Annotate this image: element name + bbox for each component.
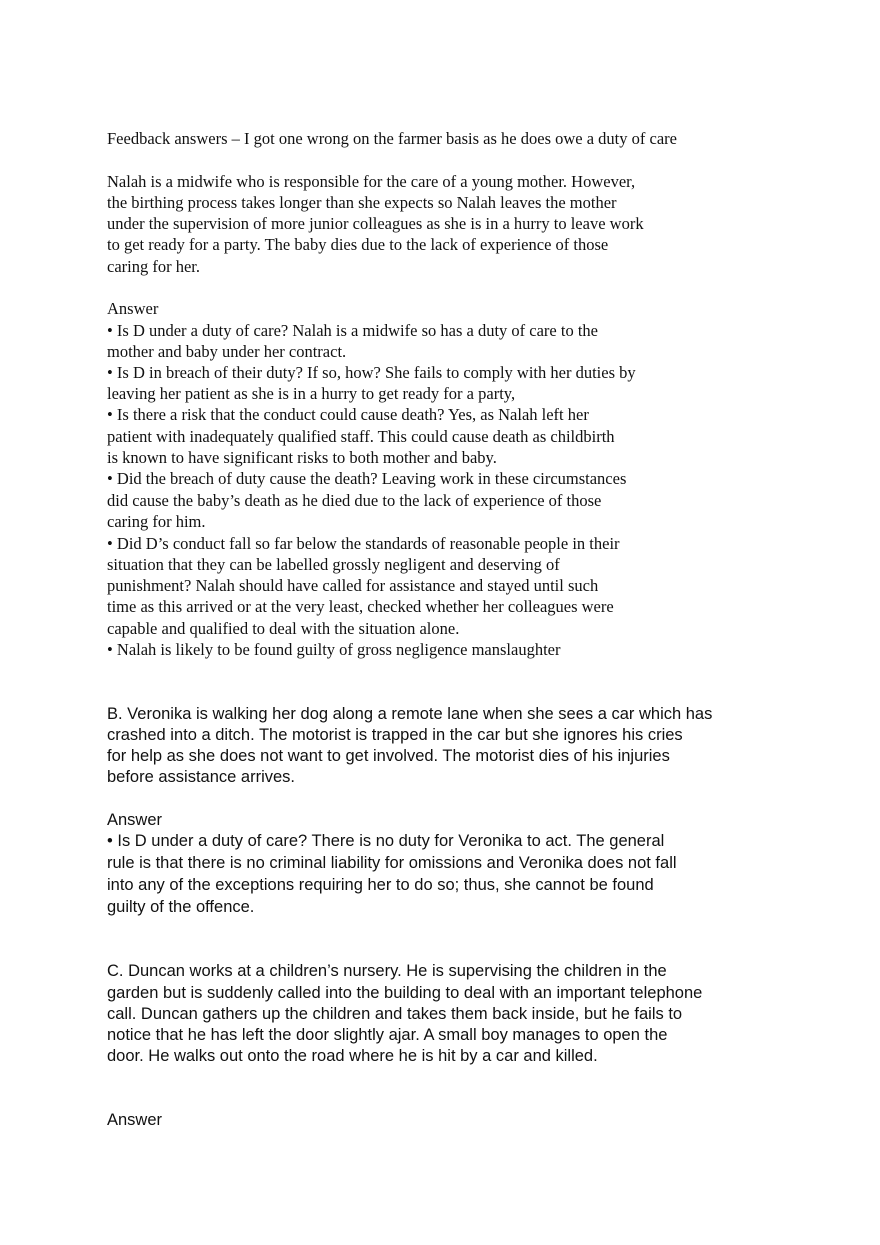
answer-a-line: • Is D under a duty of care? Nalah is a midwife so has a duty of care to the: [107, 321, 598, 340]
scenario-c-line: call. Duncan gathers up the children and takes them back inside, but he fails to: [107, 1005, 683, 1023]
scenario-c-line: C. Duncan works at a children’s nursery. He is supervising the children in the: [107, 962, 667, 980]
answer-b-line: • Is D under a duty of care? There is no duty for Veronika to act. The general: [107, 832, 665, 850]
scenario-a-line: under the supervision of more junior colleagues as she is in a hurry to leave work: [107, 214, 644, 233]
answer-a-line: is known to have significant risks to both mother and baby.: [107, 448, 497, 467]
answer-a-line: time as this arrived or at the very least, checked whether her colleagues were: [107, 597, 614, 616]
answer-a-line: • Is D in breach of their duty? If so, how? She fails to comply with her duties by: [107, 363, 636, 382]
scenario-b-line: B. Veronika is walking her dog along a remote lane when she sees a car which has: [107, 705, 713, 723]
answer-a-line: • Nalah is likely to be found guilty of gross negligence manslaughter: [107, 640, 561, 659]
answer-a-line: patient with inadequately qualified staff. This could cause death as childbirth: [107, 427, 615, 446]
scenario-a-line: Nalah is a midwife who is responsible for the care of a young mother. However,: [107, 172, 636, 191]
scenario-a-line: caring for her.: [107, 257, 200, 276]
answer-a-line: caring for him.: [107, 512, 206, 531]
answer-a-line: situation that they can be labelled grossly negligent and deserving of: [107, 555, 560, 574]
answer-a-line: did cause the baby’s death as he died due to the lack of experience of those: [107, 491, 602, 510]
scenario-b-line: crashed into a ditch. The motorist is trapped in the car but she ignores his cries: [107, 726, 683, 744]
answer-a-line: capable and qualified to deal with the situation alone.: [107, 619, 460, 638]
scenario-c-line: garden but is suddenly called into the building to deal with an important telephone: [107, 984, 703, 1002]
scenario-c-line: notice that he has left the door slightly ajar. A small boy manages to open the: [107, 1026, 668, 1044]
answer-a-line: leaving her patient as she is in a hurry to get ready for a party,: [107, 384, 516, 403]
scenario-a-answer-label: Answer: [107, 299, 159, 318]
answer-a-line: • Did the breach of duty cause the death? Leaving work in these circumstances: [107, 469, 627, 488]
scenario-b-line: before assistance arrives.: [107, 768, 296, 786]
answer-a-line: punishment? Nalah should have called for assistance and stayed until such: [107, 576, 599, 595]
scenario-a-line: the birthing process takes longer than she expects so Nalah leaves the mother: [107, 193, 617, 212]
scenario-b-answer-label: Answer: [107, 811, 163, 829]
answer-a-line: mother and baby under her contract.: [107, 342, 347, 361]
scenario-c-answer-label: Answer: [107, 1111, 163, 1129]
scenario-a-line: to get ready for a party. The baby dies due to the lack of experience of those: [107, 235, 609, 254]
answer-b-line: into any of the exceptions requiring her to do so; thus, she cannot be found: [107, 876, 654, 894]
feedback-heading: Feedback answers – I got one wrong on the farmer basis as he does owe a duty of care: [107, 129, 677, 148]
scenario-b-line: for help as she does not want to get involved. The motorist dies of his injuries: [107, 747, 670, 765]
scenario-c-line: door. He walks out onto the road where he is hit by a car and killed.: [107, 1047, 598, 1065]
answer-a-line: • Is there a risk that the conduct could cause death? Yes, as Nalah left her: [107, 405, 589, 424]
answer-a-line: • Did D’s conduct fall so far below the standards of reasonable people in their: [107, 534, 620, 553]
answer-b-line: rule is that there is no criminal liability for omissions and Veronika does not fall: [107, 854, 677, 872]
answer-b-line: guilty of the offence.: [107, 898, 255, 916]
